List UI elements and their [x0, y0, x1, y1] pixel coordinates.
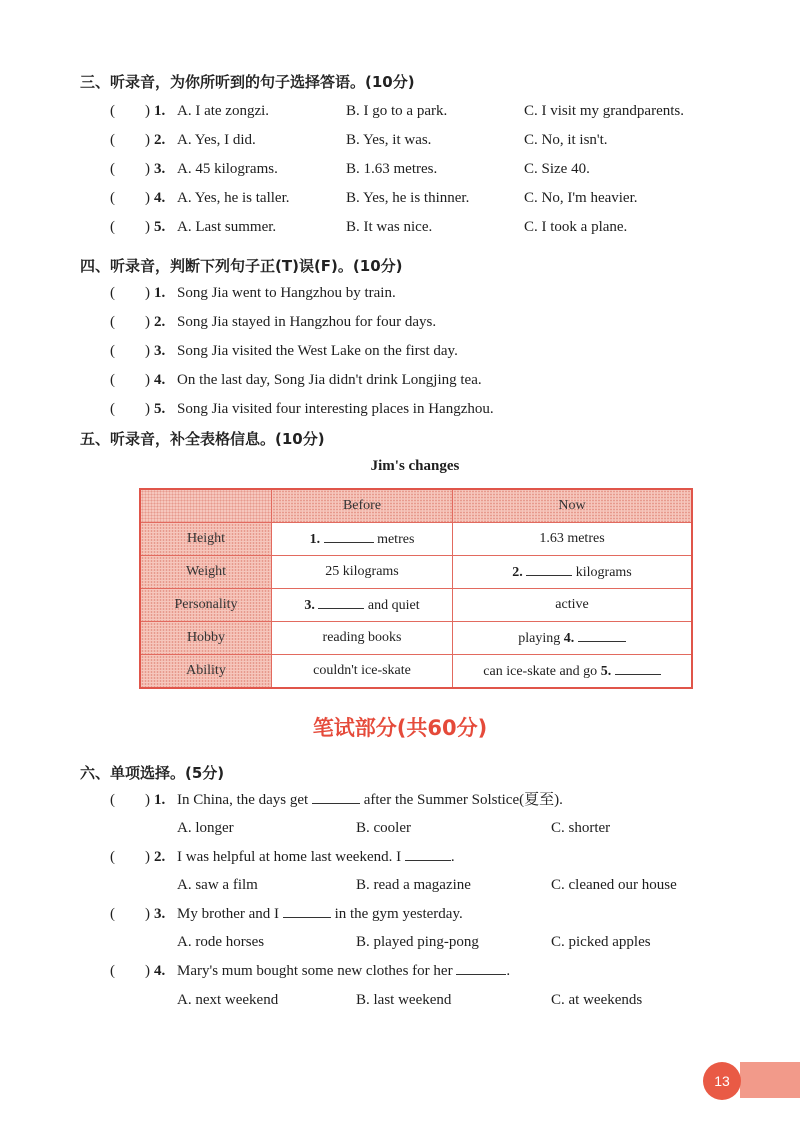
ability-now-cell	[453, 655, 693, 689]
answer-paren-close: )	[145, 285, 150, 301]
personality-now-cell: active	[453, 589, 693, 622]
question-text	[177, 960, 510, 982]
answer-paren-close: )	[145, 161, 150, 177]
answer-paren-close: )	[145, 372, 150, 388]
question-number: 5.	[154, 219, 166, 235]
answer-blank[interactable]	[318, 596, 364, 609]
s3-question-3	[0, 158, 800, 180]
answer-paren-close: )	[145, 963, 150, 979]
question-number: 1.	[154, 103, 166, 119]
row-label: Height	[140, 523, 272, 556]
row-label: Weight	[140, 556, 272, 589]
option-a: A. Yes, I did.	[177, 132, 256, 148]
option-a: A. Last summer.	[177, 219, 277, 235]
answer-blank[interactable]	[615, 662, 661, 675]
row-label: Hobby	[140, 622, 272, 655]
s4-statement-1	[0, 282, 800, 304]
question-text-part: .	[450, 849, 455, 865]
s4-statement-4	[0, 369, 800, 391]
answer-paren-close: )	[145, 103, 150, 119]
question-number: 3.	[154, 343, 166, 359]
weight-before-cell: 25 kilograms	[272, 556, 453, 589]
answer-blank[interactable]	[312, 791, 360, 804]
answer-paren-open[interactable]: (	[110, 219, 115, 235]
answer-paren-open[interactable]: (	[110, 285, 115, 301]
question-text-part: In China, the days get	[177, 792, 309, 808]
blank-number: 5.	[600, 664, 612, 679]
s6-options-1	[0, 817, 800, 839]
statement-text: Song Jia visited four interesting places in Hangzhou.	[177, 401, 494, 417]
question-text-part: in the gym yesterday.	[334, 906, 463, 922]
s6-options-3	[0, 931, 800, 953]
section-6-heading: 六、单项选择。(5分)	[80, 764, 225, 782]
option-b: B. read a magazine	[356, 877, 471, 893]
answer-paren-open[interactable]: (	[110, 401, 115, 417]
statement-text: Song Jia stayed in Hangzhou for four days.	[177, 314, 437, 330]
question-text-part: .	[506, 963, 511, 979]
s3-question-4	[0, 187, 800, 209]
answer-paren-open[interactable]: (	[110, 906, 115, 922]
answer-paren-close: )	[145, 132, 150, 148]
cell-text: can ice-skate and go	[483, 664, 598, 679]
option-b: B. cooler	[356, 820, 411, 836]
s3-question-5	[0, 216, 800, 238]
hobby-now-cell	[453, 622, 693, 655]
option-b: B. I go to a park.	[346, 103, 448, 119]
changes-table	[139, 488, 693, 689]
column-header-now: Now	[453, 489, 693, 523]
option-c: C. No, it isn't.	[524, 132, 608, 148]
s6-options-2	[0, 874, 800, 896]
answer-paren-close: )	[145, 906, 150, 922]
answer-paren-close: )	[145, 314, 150, 330]
row-label: Ability	[140, 655, 272, 689]
answer-paren-open[interactable]: (	[110, 792, 115, 808]
written-part-title: 笔试部分(共60分)	[312, 716, 488, 740]
option-c: C. shorter	[551, 820, 611, 836]
question-number: 3.	[154, 161, 166, 177]
table-row-hobby	[140, 622, 692, 655]
height-before-cell	[272, 523, 453, 556]
option-c: C. Size 40.	[524, 161, 590, 177]
option-c: C. No, I'm heavier.	[524, 190, 638, 206]
height-now-cell: 1.63 metres	[453, 523, 693, 556]
question-text	[177, 846, 455, 868]
option-a: A. 45 kilograms.	[177, 161, 278, 177]
question-number: 4.	[154, 372, 166, 388]
question-number: 2.	[154, 849, 166, 865]
ability-before-cell: couldn't ice-skate	[272, 655, 453, 689]
statement-text: On the last day, Song Jia didn't drink Longjing tea.	[177, 372, 482, 388]
answer-blank[interactable]	[526, 563, 572, 576]
question-text-part: My brother and I	[177, 906, 280, 922]
page-tab-decoration	[740, 1062, 800, 1098]
personality-before-cell	[272, 589, 453, 622]
hobby-before-cell: reading books	[272, 622, 453, 655]
row-label: Personality	[140, 589, 272, 622]
option-b: B. Yes, he is thinner.	[346, 190, 470, 206]
answer-blank[interactable]	[324, 530, 374, 543]
s6-question-2	[0, 846, 800, 868]
answer-blank[interactable]	[578, 629, 626, 642]
s6-options-4	[0, 989, 800, 1011]
question-number: 5.	[154, 401, 166, 417]
question-number: 1.	[154, 285, 166, 301]
answer-blank[interactable]	[456, 962, 506, 975]
answer-paren-close: )	[145, 219, 150, 235]
question-text	[177, 789, 563, 811]
page-number: 13	[703, 1062, 741, 1100]
statement-text: Song Jia went to Hangzhou by train.	[177, 285, 396, 301]
option-a: A. next weekend	[177, 992, 279, 1008]
option-b: B. It was nice.	[346, 219, 433, 235]
blank-number: 1.	[309, 532, 321, 547]
s4-statement-5	[0, 398, 800, 420]
table-row-personality	[140, 589, 692, 622]
cell-text: kilograms	[575, 565, 632, 580]
answer-paren-open[interactable]: (	[110, 190, 115, 206]
question-number: 3.	[154, 906, 166, 922]
cell-text: metres	[377, 532, 415, 547]
option-a: A. Yes, he is taller.	[177, 190, 290, 206]
answer-paren-open[interactable]: (	[110, 372, 115, 388]
option-b: B. Yes, it was.	[346, 132, 432, 148]
question-text-part: Mary's mum bought some new clothes for her	[177, 963, 453, 979]
option-c: C. I visit my grandparents.	[524, 103, 684, 119]
answer-paren-open[interactable]: (	[110, 314, 115, 330]
question-number: 2.	[154, 314, 166, 330]
option-a: A. saw a film	[177, 877, 258, 893]
section-5-heading: 五、听录音，补全表格信息。(10分)	[80, 430, 325, 448]
section-3-heading: 三、听录音，为你所听到的句子选择答语。(10分)	[80, 73, 415, 91]
blank-number: 2.	[512, 565, 523, 580]
question-number: 2.	[154, 132, 166, 148]
answer-paren-close: )	[145, 190, 150, 206]
option-b: B. last weekend	[356, 992, 452, 1008]
s4-statement-3	[0, 340, 800, 362]
cell-text: playing	[518, 631, 561, 646]
table-row-height	[140, 523, 692, 556]
table-title: Jim's changes	[370, 458, 460, 474]
blank-number: 3.	[304, 598, 315, 613]
answer-paren-close: )	[145, 792, 150, 808]
answer-paren-open[interactable]: (	[110, 103, 115, 119]
s6-question-1	[0, 789, 800, 811]
table-header-row	[140, 489, 692, 523]
table-corner-cell	[140, 489, 272, 523]
question-number: 4.	[154, 963, 166, 979]
option-a: A. longer	[177, 820, 234, 836]
answer-blank[interactable]	[405, 848, 451, 861]
question-number: 4.	[154, 190, 166, 206]
answer-paren-close: )	[145, 343, 150, 359]
option-b: B. 1.63 metres.	[346, 161, 438, 177]
weight-now-cell	[453, 556, 693, 589]
option-a: A. I ate zongzi.	[177, 103, 270, 119]
blank-number: 4.	[563, 631, 575, 646]
option-c: C. picked apples	[551, 934, 651, 950]
option-b: B. played ping-pong	[356, 934, 479, 950]
s6-question-4	[0, 960, 800, 982]
question-number: 1.	[154, 792, 166, 808]
answer-paren-open[interactable]: (	[110, 963, 115, 979]
table-row-weight	[140, 556, 692, 589]
answer-paren-close: )	[145, 401, 150, 417]
s6-question-3	[0, 903, 800, 925]
option-a: A. rode horses	[177, 934, 265, 950]
s3-question-1	[0, 100, 800, 122]
answer-paren-open[interactable]: (	[110, 343, 115, 359]
answer-paren-open[interactable]: (	[110, 132, 115, 148]
answer-paren-open[interactable]: (	[110, 849, 115, 865]
s3-question-2	[0, 129, 800, 151]
cell-text: and quiet	[367, 598, 420, 613]
column-header-before: Before	[272, 489, 453, 523]
option-c: C. cleaned our house	[551, 877, 677, 893]
question-text	[177, 903, 463, 925]
statement-text: Song Jia visited the West Lake on the first day.	[177, 343, 458, 359]
option-c: C. at weekends	[551, 992, 643, 1008]
question-text-part: I was helpful at home last weekend. I	[177, 849, 402, 865]
answer-paren-open[interactable]: (	[110, 161, 115, 177]
s4-statement-2	[0, 311, 800, 333]
section-4-heading: 四、听录音，判断下列句子正(T)误(F)。(10分)	[80, 257, 403, 275]
table-row-ability	[140, 655, 692, 689]
answer-paren-close: )	[145, 849, 150, 865]
option-c: C. I took a plane.	[524, 219, 628, 235]
question-text-part: after the Summer Solstice(夏至).	[363, 792, 563, 808]
answer-blank[interactable]	[283, 905, 331, 918]
